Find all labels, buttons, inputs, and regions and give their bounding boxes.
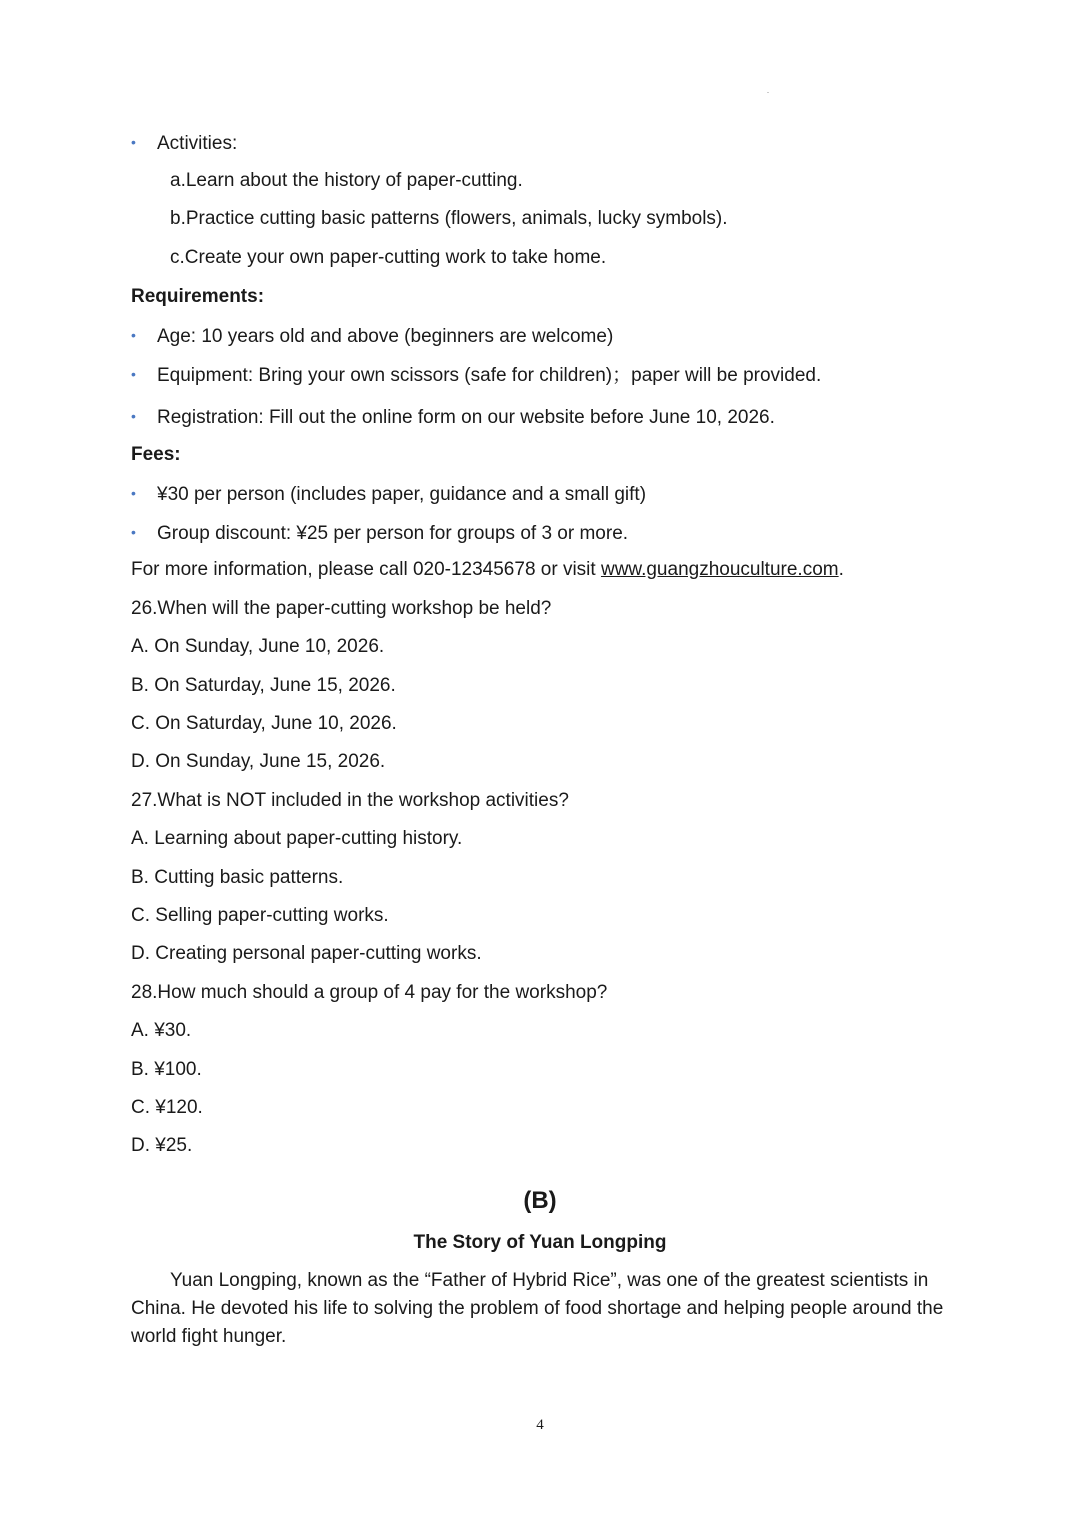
activity-item: b.Practice cutting basic patterns (flowers, animals, lucky symbols).: [170, 208, 728, 229]
story-paragraph: Yuan Longping, known as the “Father of Hybrid Rice”, was one of the greatest scientists in China. He devoted his life to solving the problem of food shortage and helping people around the world fight hunger.: [131, 1270, 944, 1347]
activities-bullet: [131, 130, 237, 156]
question-stem: 26.When will the paper-cutting workshop be held?: [131, 598, 552, 619]
bullet-icon: •: [131, 134, 136, 150]
activity-item: a.Learn about the history of paper-cutting.: [170, 170, 523, 191]
question-option: A. ¥30.: [131, 1020, 192, 1041]
activity-item: c.Create your own paper-cutting work to take home.: [170, 247, 607, 268]
question-option: D. Creating personal paper-cutting works.: [131, 943, 482, 964]
question-option: A. Learning about paper-cutting history.: [131, 828, 463, 849]
bullet-icon: •: [131, 327, 136, 343]
activities-label: Activities:: [157, 133, 238, 154]
story-title: The Story of Yuan Longping: [413, 1232, 667, 1253]
requirement-item: [131, 362, 821, 388]
question-option: D. On Sunday, June 15, 2026.: [131, 751, 386, 772]
fee-text: Group discount: ¥25 per person for groups of 3 or more.: [157, 523, 629, 544]
question-stem: 27.What is NOT included in the workshop activities?: [131, 790, 569, 811]
info-suffix: .: [838, 559, 844, 580]
bullet-icon: •: [131, 408, 136, 424]
question-option: C. ¥120.: [131, 1097, 203, 1118]
page-number: 4: [536, 1417, 544, 1433]
info-prefix: For more information, please call 020-12345678 or visit: [131, 559, 601, 580]
question-option: D. ¥25.: [131, 1135, 193, 1156]
website-link[interactable]: www.guangzhouculture.com: [600, 559, 839, 580]
requirement-text: Equipment: Bring your own scissors (safe for children)；paper will be provided.: [157, 365, 822, 386]
fee-text: ¥30 per person (includes paper, guidance and a small gift): [157, 484, 647, 505]
question-option: C. Selling paper-cutting works.: [131, 905, 389, 926]
question-stem: 28.How much should a group of 4 pay for the workshop?: [131, 982, 608, 1003]
requirement-text: Age: 10 years old and above (beginners are welcome): [157, 326, 614, 347]
scan-speck: [767, 92, 769, 93]
question-option: A. On Sunday, June 10, 2026.: [131, 636, 385, 657]
fee-item: [131, 481, 646, 507]
fees-heading: Fees:: [131, 444, 181, 465]
section-label: (B): [523, 1187, 557, 1214]
bullet-icon: •: [131, 366, 136, 382]
question-option: B. ¥100.: [131, 1059, 202, 1080]
requirement-item: [131, 323, 613, 349]
question-option: B. Cutting basic patterns.: [131, 867, 344, 888]
question-option: B. On Saturday, June 15, 2026.: [131, 675, 396, 696]
requirements-heading: Requirements:: [131, 286, 265, 307]
info-line: [131, 558, 844, 582]
bullet-icon: •: [131, 524, 136, 540]
requirement-item: [131, 404, 775, 430]
fee-item: [131, 520, 628, 546]
bullet-icon: •: [131, 485, 136, 501]
question-option: C. On Saturday, June 10, 2026.: [131, 713, 397, 734]
requirement-text: Registration: Fill out the online form on our website before June 10, 2026.: [157, 407, 775, 428]
